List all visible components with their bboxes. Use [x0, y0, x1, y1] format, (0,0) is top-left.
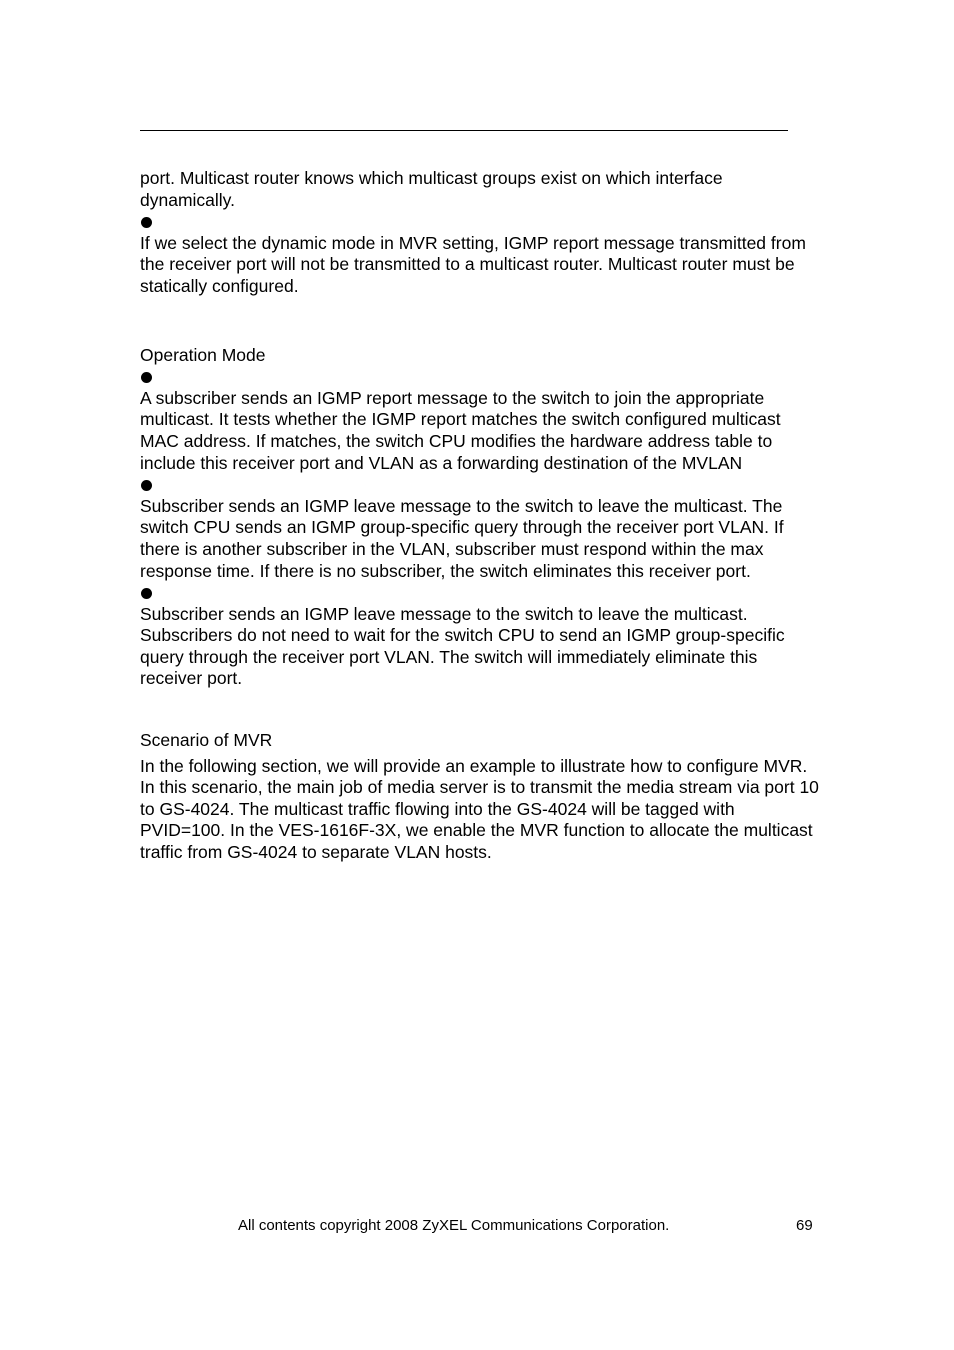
bullet-dot-icon: [141, 372, 152, 383]
heading-scenario-of-mvr: Scenario of MVR: [140, 730, 273, 751]
header-rule: [140, 130, 788, 131]
bullet-dot-icon: [141, 217, 152, 228]
bullet-dot-icon: [141, 588, 152, 599]
paragraph-scenario: In the following section, we will provide an example to illustrate how to configure MVR. In this scenario, the main job of media server is to transmit the media stream via port 10 to GS-4024. The multicast traffic flowing into the GS-4024 will be tagged with PVID=100. In the VES-1616F-3X, we enable the MVR function to allocate the multicast traffic from GS-4024 to separate VLAN hosts.: [140, 755, 819, 863]
bullet-dot-icon: [141, 480, 152, 491]
bullet: [140, 366, 820, 388]
bullet: [140, 582, 820, 604]
page-number: 69: [796, 1217, 813, 1234]
paragraph-leave-query: Subscriber sends an IGMP leave message to the switch to leave the multicast. The switch CPU sends an IGMP group-specific query through the receiver port VLAN. If there is another subscriber in the VLAN, subscriber must respond within the max response time. If there is no subscriber, the switch eliminates this receiver port.: [140, 495, 784, 581]
heading-operation-mode: Operation Mode: [140, 344, 266, 365]
paragraph-dynamic-mode: If we select the dynamic mode in MVR setting, IGMP report message transmitted from the receiver port will not be transmitted to a multicast router. Multicast router must be statically configured.: [140, 232, 806, 296]
page-content: [140, 168, 820, 864]
bullet: [140, 211, 820, 233]
paragraph-join: A subscriber sends an IGMP report message to the switch to join the appropriate multicast. It tests whether the IGMP report matches the switch configured multicast MAC address. If matches, the switch CPU modifies the hardware address table to include this receiver port and VLAN as a forwarding destination of the MVLAN: [140, 387, 781, 473]
paragraph-immediate-leave: Subscriber sends an IGMP leave message to the switch to leave the multicast. Subscribers do not need to wait for the switch CPU to send an IGMP group-specific query through the receiver port VLAN. The switch will immediately eliminate this receiver port.: [140, 603, 785, 689]
footer-copyright: All contents copyright 2008 ZyXEL Communications Corporation.: [238, 1217, 670, 1234]
bullet: [140, 474, 820, 496]
paragraph-multicast-router: port. Multicast router knows which multicast groups exist on which interface dynamically.: [140, 168, 723, 210]
